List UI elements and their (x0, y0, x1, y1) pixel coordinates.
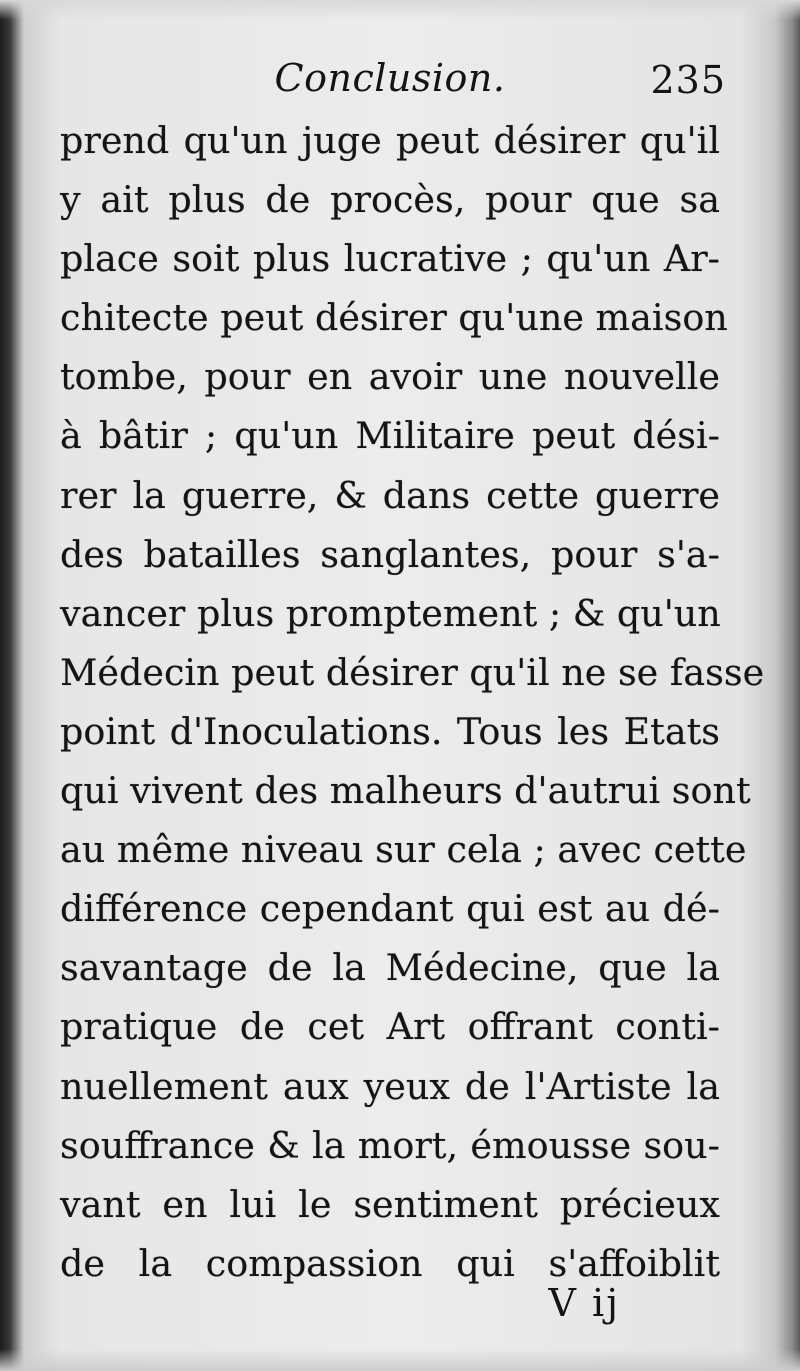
text-line: y ait plus de procès, pour que sa (60, 178, 720, 222)
text-line: prend qu'un juge peut désirer qu'il (60, 119, 720, 162)
text-line: point d'Inoculations. Tous les Etats (60, 709, 720, 753)
text-line: différence cependant qui est au dé- (60, 887, 720, 931)
text-line: souffrance & la mort, émousse sou- (60, 1123, 720, 1167)
text-line: tombe, pour en avoir une nouvelle (60, 355, 720, 399)
text-line: rer la guerre, & dans cette guerre (60, 473, 720, 517)
text-line: Médecin peut désirer qu'il ne se fasse (60, 650, 765, 694)
page-title: Conclusion. (274, 56, 506, 100)
text-line: au même niveau sur cela ; avec cette (60, 828, 747, 872)
text-line: place soit plus lucrative ; qu'un Ar- (60, 237, 720, 281)
running-head (60, 52, 726, 106)
text-line: qui vivent des malheurs d'autrui sont (60, 769, 751, 813)
body-text (60, 111, 765, 1293)
text-line: chitecte peut désirer qu'une maison (60, 296, 728, 340)
page-number: 235 (650, 58, 726, 102)
text-line: savantage de la Médecine, que la (60, 946, 720, 990)
text-line: à bâtir ; qu'un Militaire peut dési- (60, 414, 720, 458)
text-line: vant en lui le sentiment précieux (60, 1182, 720, 1226)
text-line: vancer plus promptement ; & qu'un (60, 591, 721, 635)
signature-mark: V ij (548, 1281, 620, 1325)
text-line: des batailles sanglantes, pour s'a- (60, 532, 720, 576)
text-line: de la compassion qui s'affoiblit (60, 1241, 720, 1285)
text-line: nuellement aux yeux de l'Artiste la (60, 1064, 720, 1108)
text-line: pratique de cet Art offrant conti- (60, 1005, 720, 1049)
